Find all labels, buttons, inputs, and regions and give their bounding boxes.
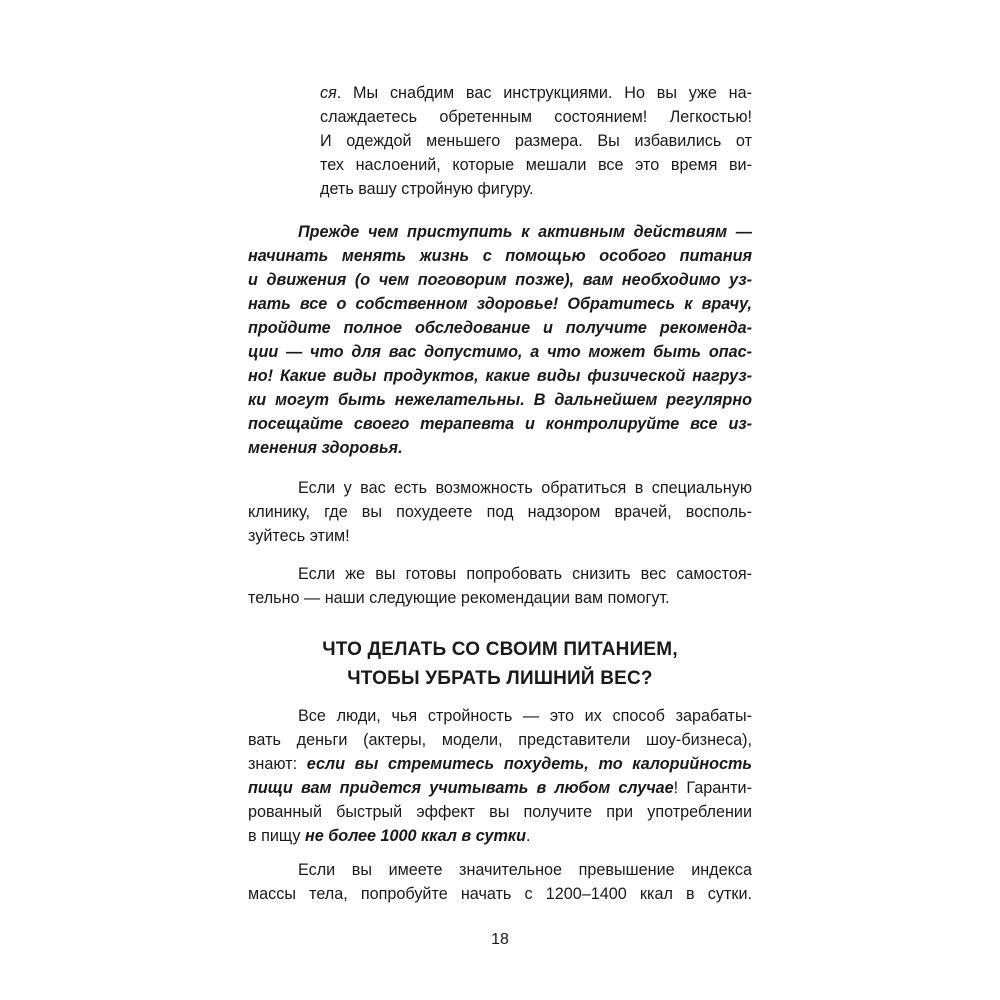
- text-segment: клинику, где вы похудеете под надзором врачей, восполь-: [248, 503, 752, 521]
- emphasized-text: начинать менять жизнь с помощью особого питания: [248, 247, 752, 265]
- text-segment: Если у вас есть возможность обратиться в специальную: [298, 479, 752, 497]
- text-segment: И одеждой меньшего размера. Вы избавились от: [320, 132, 752, 150]
- text-segment: зуйтесь этим!: [248, 527, 350, 545]
- text-line: [248, 268, 752, 292]
- text-segment: тех наслоений, которые мешали все это время ви-: [320, 156, 752, 174]
- text-segment: рованный быстрый эффект вы получите при употреблении: [248, 803, 752, 821]
- emphasized-text: нать все о собственном здоровье! Обратитесь к врачу,: [248, 295, 752, 313]
- text-line: [298, 476, 752, 500]
- text-segment: . Мы снабдим вас инструкциями. Но вы уже на-: [336, 84, 752, 102]
- text-line: [320, 81, 752, 105]
- text-line: [320, 105, 752, 129]
- text-line: [248, 752, 752, 776]
- text-segment: .: [525, 827, 531, 845]
- text-line: [248, 436, 752, 460]
- text-line: [298, 220, 752, 244]
- text-line: [298, 858, 752, 882]
- text-line: [248, 664, 752, 693]
- text-line: [320, 177, 752, 201]
- text-line: [248, 412, 752, 436]
- text-line: [320, 129, 752, 153]
- text-line: [248, 728, 752, 752]
- text-line: [248, 882, 752, 906]
- text-segment: Если вы имеете значительное превышение индекса: [298, 861, 752, 879]
- emphasized-text: пройдите полное обследование и получите рекоменда-: [248, 319, 752, 337]
- text-segment: деть вашу стройную фигуру.: [320, 180, 534, 198]
- text-line: [248, 340, 752, 364]
- text-line: [248, 500, 752, 524]
- page-number: 18: [491, 931, 509, 948]
- emphasized-text: менения здоровья.: [248, 439, 403, 457]
- text-segment: ся: [320, 84, 337, 102]
- text-line: [298, 704, 752, 728]
- text-segment: знают:: [248, 755, 307, 773]
- text-segment: ЧТОБЫ УБРАТЬ ЛИШНИЙ ВЕС?: [347, 668, 653, 689]
- text-line: [248, 635, 752, 664]
- text-segment: массы тела, попробуйте начать с 1200–1400 ккал в сутки.: [248, 885, 752, 903]
- text-line: [298, 562, 752, 586]
- emphasized-text: но! Какие виды продуктов, какие виды физической нагруз-: [248, 367, 752, 385]
- text-segment: Если же вы готовы попробовать снизить вес самостоя-: [298, 565, 752, 583]
- emphasized-text: не более 1000 ккал в сутки: [305, 827, 526, 845]
- text-segment: слаждаетесь обретенным состоянием! Легкостью!: [320, 108, 752, 126]
- emphasized-text: ки могут быть нежелательны. В дальнейшем регулярно: [248, 391, 752, 409]
- text-line: [248, 388, 752, 412]
- text-segment: тельно — наши следующие рекомендации вам помогут.: [248, 589, 670, 607]
- text-line: [248, 800, 752, 824]
- emphasized-text: если вы стремитесь похудеть, то калорийность: [306, 755, 752, 773]
- emphasized-text: Прежде чем приступить к активным действиям —: [298, 223, 752, 241]
- emphasized-text: и движения (о чем поговорим позже), вам необходимо уз-: [248, 271, 752, 289]
- emphasized-text: посещайте своего терапевта и контролируйте все из-: [248, 415, 752, 433]
- text-segment: ЧТО ДЕЛАТЬ СО СВОИМ ПИТАНИЕМ,: [322, 639, 678, 660]
- text-line: [320, 153, 752, 177]
- text-line: [248, 824, 752, 848]
- text-line: [248, 364, 752, 388]
- text-segment: вать деньги (актеры, модели, представители шоу-бизнеса),: [248, 731, 752, 749]
- text-segment: в пищу: [248, 827, 305, 845]
- text-line: [248, 316, 752, 340]
- text-line: [248, 244, 752, 268]
- text-line: [248, 586, 752, 610]
- emphasized-text: ции — что для вас допустимо, а что может быть опас-: [248, 343, 752, 361]
- text-segment: ! Гаранти-: [673, 779, 752, 797]
- text-segment: Все люди, чья стройность — это их способ зарабаты-: [298, 707, 752, 725]
- text-line: [248, 524, 752, 548]
- text-line: [248, 292, 752, 316]
- emphasized-text: пищи вам придется учитывать в любом случае: [248, 779, 674, 797]
- text-line: [248, 776, 752, 800]
